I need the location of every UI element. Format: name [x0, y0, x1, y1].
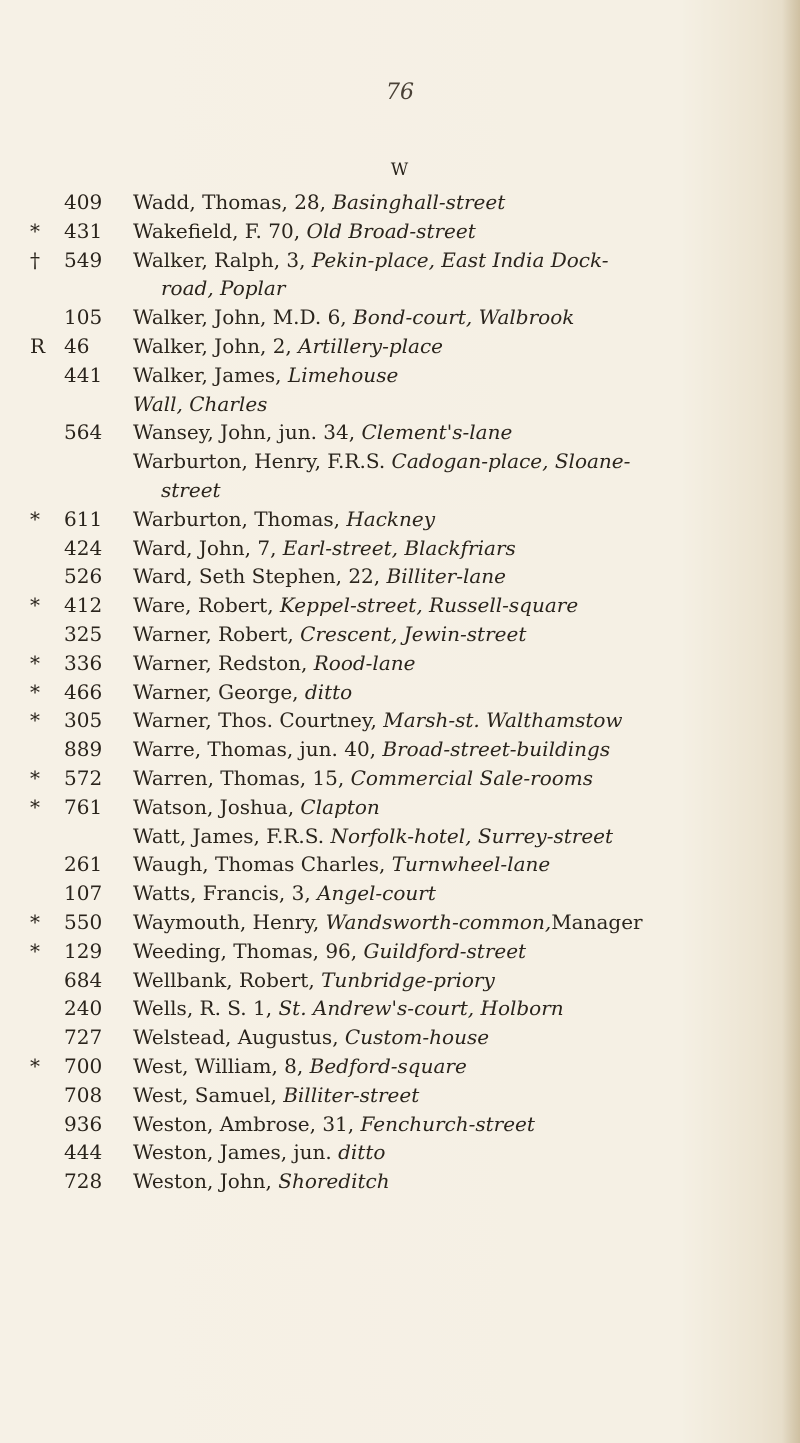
- entry-name: Watson, Joshua,: [133, 794, 295, 819]
- entry-number: 611: [64, 506, 103, 531]
- entry-address: Clapton: [300, 794, 380, 819]
- list-item: [30, 966, 770, 995]
- entry-name: West, Samuel,: [133, 1082, 277, 1107]
- entry-name: Warburton, Henry, F.R.S.: [133, 449, 386, 474]
- entry-address: Limehouse: [287, 362, 399, 387]
- entry-name: Wadd, Thomas, 28,: [133, 190, 326, 214]
- entry-number: 444: [64, 1140, 103, 1165]
- entry-address: Artillery-place: [298, 333, 443, 358]
- entry-address: Hackney: [346, 506, 436, 531]
- list-item: [30, 217, 770, 246]
- entry-address: Bedford-square: [309, 1053, 467, 1078]
- entry-number: 240: [64, 996, 103, 1021]
- entry-number: 431: [64, 218, 103, 243]
- entry-marker: *: [30, 708, 40, 733]
- list-item: [30, 1138, 770, 1167]
- entry-name: Ward, Seth Stephen, 22,: [133, 564, 381, 589]
- entry-address-continued: street: [161, 477, 221, 502]
- entry-marker: *: [30, 909, 40, 934]
- entry-number: 129: [64, 938, 103, 963]
- list-item: [30, 303, 770, 332]
- entry-address: Fenchurch-street: [360, 1111, 535, 1136]
- entry-number: 261: [64, 852, 103, 877]
- entry-name: Weston, Ambrose, 31,: [133, 1111, 355, 1136]
- list-item: [30, 822, 770, 851]
- entry-address: Marsh-st. Walthamstow: [383, 708, 623, 733]
- entry-name: Weeding, Thomas, 96,: [133, 938, 358, 963]
- entry-name: Wansey, John, jun. 34,: [133, 420, 356, 445]
- list-item: [30, 620, 770, 649]
- entry-address: Crescent, Jewin-street: [300, 621, 527, 646]
- entry-address: Basinghall-street: [332, 190, 506, 214]
- list-item: [30, 505, 770, 534]
- list-item: [30, 418, 770, 447]
- list-item: [30, 1052, 770, 1081]
- entry-name: Wells, R. S. 1,: [133, 996, 273, 1021]
- entry-number: 728: [64, 1169, 103, 1194]
- entry-address: Clement's-lane: [361, 420, 513, 445]
- entry-marker: *: [30, 794, 40, 819]
- section-letter: W: [390, 160, 410, 180]
- entry-number: 325: [64, 621, 103, 646]
- entry-name: Welstead, Augustus,: [133, 1025, 339, 1050]
- entry-marker: *: [30, 679, 40, 704]
- entry-number: 424: [64, 535, 103, 560]
- entry-name: Walker, Ralph, 3,: [133, 247, 306, 272]
- entry-marker: *: [30, 218, 40, 243]
- entry-marker: *: [30, 650, 40, 675]
- list-item: [30, 1167, 770, 1196]
- entry-number: 550: [64, 909, 103, 934]
- entry-number: 107: [64, 881, 103, 906]
- list-item: [30, 1110, 770, 1139]
- entry-name: Weston, John,: [133, 1169, 272, 1194]
- entry-number: 305: [64, 708, 103, 733]
- entry-address: Billiter-street: [283, 1082, 420, 1107]
- entry-name: Ward, John, 7,: [133, 535, 277, 560]
- entry-address: Wall, Charles: [133, 391, 268, 416]
- entry-number: 889: [64, 737, 103, 762]
- entry-address: Guildford-street: [363, 938, 527, 963]
- entry-address: St. Andrew's-court, Holborn: [278, 996, 564, 1021]
- entry-name: Watts, Francis, 3,: [133, 881, 311, 906]
- entry-number: 684: [64, 967, 103, 992]
- list-item: [30, 246, 770, 304]
- entry-address: Commercial Sale-rooms: [350, 765, 594, 790]
- entry-number: 564: [64, 420, 103, 445]
- entry-name: Warner, Thos. Courtney,: [133, 708, 377, 733]
- list-item: [30, 447, 770, 505]
- list-item: [30, 850, 770, 879]
- entry-address: Billiter-lane: [386, 564, 507, 589]
- list-item: [30, 879, 770, 908]
- entry-number: 46: [64, 333, 90, 358]
- entry-address: Turnwheel-lane: [391, 852, 551, 877]
- entry-marker: †: [30, 247, 40, 272]
- list-item: [30, 649, 770, 678]
- directory-list: [30, 188, 770, 1196]
- list-item: [30, 1023, 770, 1052]
- entry-address: Rood-lane: [313, 650, 416, 675]
- entry-marker: *: [30, 938, 40, 963]
- entry-name: Wellbank, Robert,: [133, 967, 315, 992]
- list-item: [30, 937, 770, 966]
- entry-number: 708: [64, 1082, 103, 1107]
- list-item: [30, 534, 770, 563]
- entry-address-continued: road, Poplar: [161, 276, 286, 301]
- list-item: [30, 908, 770, 937]
- page-number: 76: [386, 80, 414, 105]
- list-item: [30, 361, 770, 390]
- entry-number: 700: [64, 1053, 103, 1078]
- entry-address: Tunbridge-priory: [321, 967, 495, 992]
- entry-address: Old Broad-street: [306, 218, 476, 243]
- entry-name: Walker, John, 2,: [133, 333, 292, 358]
- entry-marker: *: [30, 506, 40, 531]
- list-item: [30, 706, 770, 735]
- entry-name: Warner, George,: [133, 679, 299, 704]
- entry-number: 936: [64, 1111, 103, 1136]
- list-item: [30, 793, 770, 822]
- entry-number: 526: [64, 564, 103, 589]
- entry-name: Weston, James, jun.: [133, 1140, 332, 1165]
- entry-number: 409: [64, 190, 103, 214]
- entry-address: Bond-court, Walbrook: [353, 305, 575, 330]
- entry-number: 761: [64, 794, 103, 819]
- entry-number: 466: [64, 679, 103, 704]
- entry-address: Broad-street-buildings: [382, 737, 611, 762]
- entry-address: Shoreditch: [278, 1169, 390, 1194]
- list-item: [30, 735, 770, 764]
- list-item: [30, 1081, 770, 1110]
- entry-address: ditto: [304, 679, 353, 704]
- entry-address: Keppel-street, Russell-square: [279, 593, 579, 618]
- entry-name: West, William, 8,: [133, 1053, 304, 1078]
- entry-name: Walker, John, M.D. 6,: [133, 305, 347, 330]
- entry-name: Warburton, Thomas,: [133, 506, 340, 531]
- list-item: [30, 764, 770, 793]
- entry-name: Waugh, Thomas Charles,: [133, 852, 386, 877]
- entry-marker: *: [30, 765, 40, 790]
- entry-address: Norfolk-hotel, Surrey-street: [330, 823, 614, 848]
- entry-address: ditto: [338, 1140, 386, 1165]
- list-item: [30, 562, 770, 591]
- entry-name: Warren, Thomas, 15,: [133, 765, 345, 790]
- entry-address: Angel-court: [317, 881, 436, 906]
- entry-number: 105: [64, 305, 103, 330]
- list-item: [30, 591, 770, 620]
- list-item: [30, 994, 770, 1023]
- entry-name: Warre, Thomas, jun. 40,: [133, 737, 377, 762]
- entry-address: Earl-street, Blackfriars: [282, 535, 516, 560]
- page-edge-shadow: [782, 0, 800, 1443]
- entry-name: Warner, Robert,: [133, 621, 294, 646]
- entry-name: Watt, James, F.R.S.: [133, 823, 325, 848]
- entry-name: Ware, Robert,: [133, 593, 274, 618]
- entry-number: 549: [64, 247, 103, 272]
- entry-number: 572: [64, 765, 103, 790]
- entry-marker: *: [30, 1053, 40, 1078]
- entry-number: 412: [64, 593, 103, 618]
- entry-name: Wakefield, F. 70,: [133, 218, 301, 243]
- entry-number: 336: [64, 650, 103, 675]
- entry-number: 727: [64, 1025, 103, 1050]
- entry-name: Walker, James,: [133, 362, 282, 387]
- entry-address: Wandsworth-common,: [325, 909, 552, 934]
- entry-note: Manager: [551, 909, 643, 934]
- entry-name: Warner, Redston,: [133, 650, 308, 675]
- entry-marker: *: [30, 593, 40, 618]
- entry-name: Waymouth, Henry,: [133, 909, 320, 934]
- entry-number: 441: [64, 362, 103, 387]
- entry-address: Custom-house: [344, 1025, 490, 1050]
- entry-marker: R: [30, 333, 46, 358]
- list-item: [30, 332, 770, 361]
- list-item: [30, 188, 770, 217]
- list-item: [30, 390, 770, 419]
- entry-address: Pekin-place, East India Dock-: [311, 247, 609, 272]
- entry-address: Cadogan-place, Sloane-: [391, 449, 631, 474]
- list-item: [30, 678, 770, 707]
